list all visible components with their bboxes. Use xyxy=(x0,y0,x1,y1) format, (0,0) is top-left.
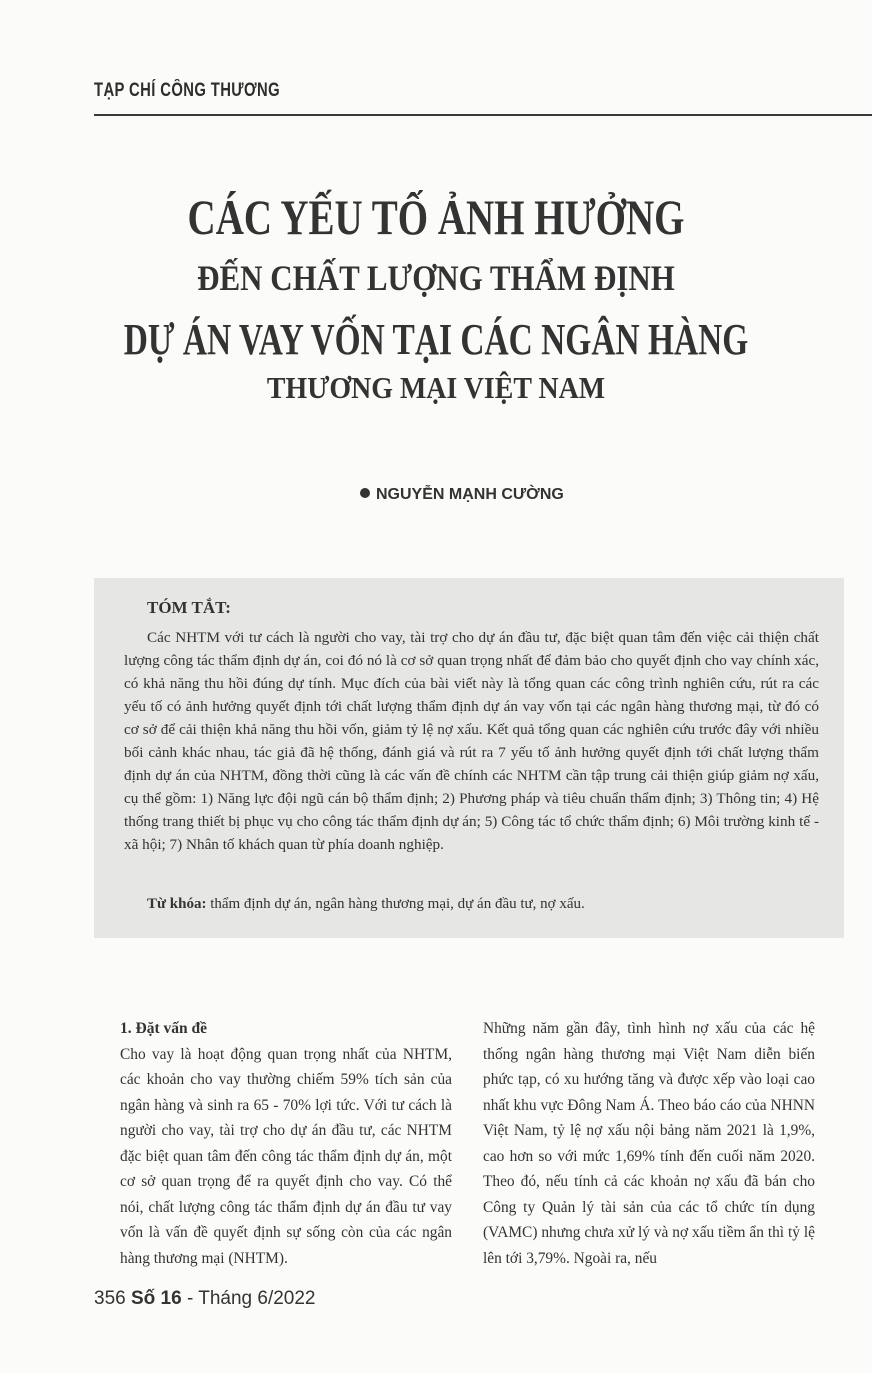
keywords xyxy=(147,896,585,913)
column-left xyxy=(120,1016,452,1271)
title-line-1: CÁC YẾU TỐ ẢNH HƯỞNG xyxy=(187,189,685,245)
header-rule xyxy=(94,114,872,116)
author xyxy=(360,486,564,504)
page-number: 356 xyxy=(94,1288,126,1309)
abstract-body: Các NHTM với tư cách là người cho vay, tài trợ cho dự án đầu tư, đặc biệt quan tâm đến việc cải thiện chất lượng công tác thẩm định dự án, coi đó nó là cơ sở quan trọng nhất để đảm bảo cho quyết định cho vay chính xác, có khả năng thu hồi đúng dự tính. Mục đích của bài viết này là tổng quan các công trình nghiên cứu, rút ra các yếu tố có ảnh hưởng quyết định tới chất lượng thẩm định dự án vay vốn tại các ngân hàng thương mại, từ đó có cơ sở để cải thiện khả năng thu hồi vốn, giảm tỷ lệ nợ xấu. Kết quả tổng quan các nghiên cứu trước đây với nhiều bối cảnh khác nhau, tác giả đã hệ thống, đánh giá và rút ra 7 yếu tố ảnh hưởng quyết định tới chất lượng thẩm định dự án của NHTM, đồng thời cũng là các vấn đề chính các NHTM cần tập trung cải thiện giúp giảm nợ xấu, cụ thể gồm: 1) Năng lực đội ngũ cán bộ thẩm định; 2) Phương pháp và tiêu chuẩn thẩm định; 3) Thông tin; 4) Hệ thống trang thiết bị phục vụ cho công tác thẩm định dự án; 5) Công tác tổ chức thẩm định; 6) Môi trường kinh tế - xã hội; 7) Nhân tố khách quan từ phía doanh nghiệp. xyxy=(124,629,819,853)
journal-name: TẠP CHÍ CÔNG THƯƠNG xyxy=(94,80,281,101)
bullet-icon xyxy=(360,488,370,498)
issue-label: Số 16 xyxy=(130,1288,182,1309)
title-line-2: ĐẾN CHẤT LƯỢNG THẨM ĐỊNH xyxy=(197,258,675,298)
title-line-4: THƯƠNG MẠI VIỆT NAM xyxy=(266,370,606,405)
author-name: NGUYỄN MẠNH CƯỜNG xyxy=(376,486,564,503)
page-footer xyxy=(94,1288,316,1310)
keywords-label: Từ khóa: xyxy=(147,896,207,912)
issue-date: - Tháng 6/2022 xyxy=(181,1288,316,1309)
right-paragraph: Những năm gần đây, tình hình nợ xấu của các hệ thống ngân hàng thương mại Việt Nam diễn biến phức tạp, có xu hướng tăng và được xếp vào loại cao nhất khu vực Đông Nam Á. Theo báo cáo của NHNN Việt Nam, tỷ lệ nợ xấu nội bảng năm 2021 là 1,9%, cao hơn so với mức 1,69% tính đến cuối năm 2020. Theo đó, nếu tính cả các khoản nợ xấu đã bán cho Công ty Quản lý tài sản của các tổ chức tín dụng (VAMC) nhưng chưa xử lý và nợ xấu tiềm ẩn thì tỷ lệ lên tới 3,79%. Ngoài ra, nếu xyxy=(483,1020,815,1267)
abstract-box xyxy=(94,578,844,938)
section-heading: 1. Đặt vấn đề xyxy=(120,1020,207,1037)
title-line-3: DỰ ÁN VAY VỐN TẠI CÁC NGÂN HÀNG xyxy=(123,315,749,364)
keywords-text: thẩm định dự án, ngân hàng thương mại, dự án đầu tư, nợ xấu. xyxy=(206,896,585,912)
abstract-heading: TÓM TẮT: xyxy=(147,598,231,617)
left-paragraph: Cho vay là hoạt động quan trọng nhất của NHTM, các khoản cho vay thường chiếm 59% tích sản của ngân hàng và sinh ra 65 - 70% lợi tức. Với tư cách là người cho vay, tài trợ cho dự án đầu tư, các NHTM đặc biệt quan tâm đến công tác thẩm định dự án, một cơ sở quan trọng để ra quyết định cho vay. Có thể nói, chất lượng công tác thẩm định dự án đầu tư vay vốn là vấn đề quyết định sự sống còn của các ngân hàng thương mại (NHTM). xyxy=(120,1045,452,1267)
column-right xyxy=(483,1016,815,1271)
